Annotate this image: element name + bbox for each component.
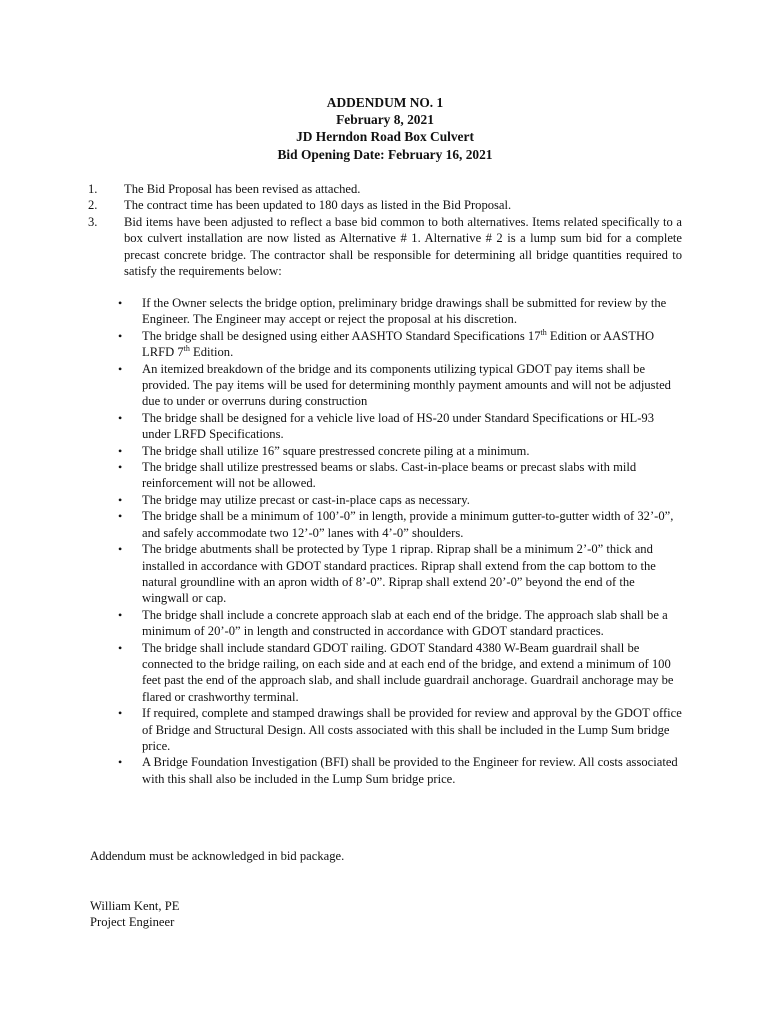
numbered-list (88, 181, 682, 279)
item-number: 3. (88, 214, 98, 229)
item-text: The contract time has been updated to 180 days as listed in the Bid Proposal. (124, 198, 512, 213)
superscript: th (183, 344, 190, 354)
requirement-text: If the Owner selects the bridge option, preliminary bridge drawings shall be submitted for review by the Engineer. The Engineer may accept or reject the proposal at his discretion. (142, 296, 667, 327)
requirement-text: The bridge shall include a concrete approach slab at each end of the bridge. The approach slab shall be a minimum of 20’-0” in length and constructed in accordance with GDOT standard practices. (142, 607, 668, 639)
requirement-item (118, 508, 684, 541)
numbered-item-1 (88, 181, 682, 197)
requirements-list (118, 295, 684, 787)
item-number: 2. (88, 198, 98, 213)
requirement-item (118, 541, 684, 607)
bullet-icon: • (118, 492, 123, 507)
bullet-icon: • (118, 328, 123, 343)
requirement-text: The bridge shall utilize 16” square prestressed concrete piling at a minimum. (142, 443, 530, 458)
requirement-text: The bridge shall include standard GDOT railing. GDOT Standard 4380 W-Beam guardrail shall be connected to the bridge railing, on each side and at each end of the bridge, and extend a minimum of 100 feet past the end of the approach slab, and shall include guardrail anchorage. Guardrail anchorage may be flared or crashworthy terminal. (142, 640, 674, 704)
requirement-item (118, 640, 684, 706)
requirement-item (118, 705, 684, 754)
requirement-text: The bridge may utilize precast or cast-in-place caps as necessary. (142, 492, 470, 507)
requirement-text-part: Edition or AASTHO LRFD 7 (142, 328, 655, 360)
requirement-item (118, 754, 684, 787)
addendum-header (0, 94, 770, 163)
bullet-icon: • (118, 706, 123, 721)
requirement-text: The bridge shall utilize prestressed beams or slabs. Cast-in-place beams or precast slabs with mild reinforcement will not be allowed. (142, 460, 637, 491)
signer-title: Project Engineer (90, 915, 175, 930)
requirement-item (118, 328, 684, 361)
requirement-item (118, 492, 684, 508)
bullet-icon: • (118, 296, 123, 310)
item-text: The Bid Proposal has been revised as attached. (124, 182, 361, 196)
requirement-text: An itemized breakdown of the bridge and its components utilizing typical GDOT pay items shall be provided. The pay items will be used for determining monthly payment amounts and will not be adjusted due to under or overruns during construction (142, 361, 671, 409)
bullet-icon: • (118, 640, 123, 655)
requirement-text: The bridge abutments shall be protected by Type 1 riprap. Riprap shall be a minimum 2’-0” thick and installed in accordance with GDOT standard practices. Riprap shall extend from the cap bottom to the natural groundline with an apron width of 8’-0”. Riprap shall extend 20’-0” beyond the end of the wingwall or cap. (142, 542, 656, 606)
signer-name: William Kent, PE (90, 899, 180, 913)
numbered-item-3 (88, 214, 682, 280)
requirement-item (118, 410, 684, 443)
item-number: 1. (88, 182, 98, 196)
numbered-item-2 (88, 197, 682, 213)
addendum-title: ADDENDUM NO. 1 (326, 95, 444, 110)
requirement-text-part: The bridge shall be designed using either AASHTO Standard Specifications 17 (142, 328, 541, 343)
requirement-text: The bridge shall be a minimum of 100’-0” in length, provide a minimum gutter-to-gutter width of 32’-0”, and safely accommodate two 12’-0” lanes with 4’-0” shoulders. (142, 509, 674, 540)
bullet-icon: • (118, 755, 123, 770)
bullet-icon: • (118, 607, 123, 622)
bullet-icon: • (118, 443, 123, 458)
requirement-text: If required, complete and stamped drawings shall be provided for review and approval by the GDOT office of Bridge and Structural Design. All costs associated with this shall be included in the Lump Sum bridge price. (142, 706, 682, 753)
bid-opening-date: Bid Opening Date: February 16, 2021 (277, 146, 493, 162)
acknowledgement-note: Addendum must be acknowledged in bid package. (90, 849, 345, 863)
addendum-date: February 8, 2021 (336, 112, 434, 128)
bullet-icon: • (118, 361, 123, 376)
bullet-icon: • (118, 410, 123, 425)
requirement-item (118, 607, 684, 640)
requirement-item (118, 295, 684, 328)
project-name: JD Herndon Road Box Culvert (296, 129, 474, 145)
requirement-text: A Bridge Foundation Investigation (BFI) shall be provided to the Engineer for review. All costs associated with this shall also be included in the Lump Sum bridge price. (142, 755, 678, 786)
item-text: Bid items have been adjusted to reflect a base bid common to both alternatives. Items related specifically to a box culvert installation are now listed as Alternative # 1. Alternative # 2 is a lump sum bid for a complete precast concrete bridge. The contractor shall be responsible for determining all bridge quantities required to satisfy the requirements below: (124, 214, 682, 279)
signature-block (90, 898, 390, 931)
bullet-icon: • (118, 460, 123, 475)
requirement-text (142, 329, 654, 359)
requirement-text-part: Edition. (189, 345, 234, 360)
requirement-text: The bridge shall be designed for a vehicle live load of HS-20 under Standard Specifications or HL-93 under LRFD Specifications. (142, 410, 654, 442)
requirement-item (118, 443, 684, 459)
bullet-icon: • (118, 542, 123, 557)
requirement-item (118, 459, 684, 492)
requirement-item (118, 361, 684, 410)
bullet-icon: • (118, 509, 123, 524)
superscript: th (540, 327, 547, 337)
